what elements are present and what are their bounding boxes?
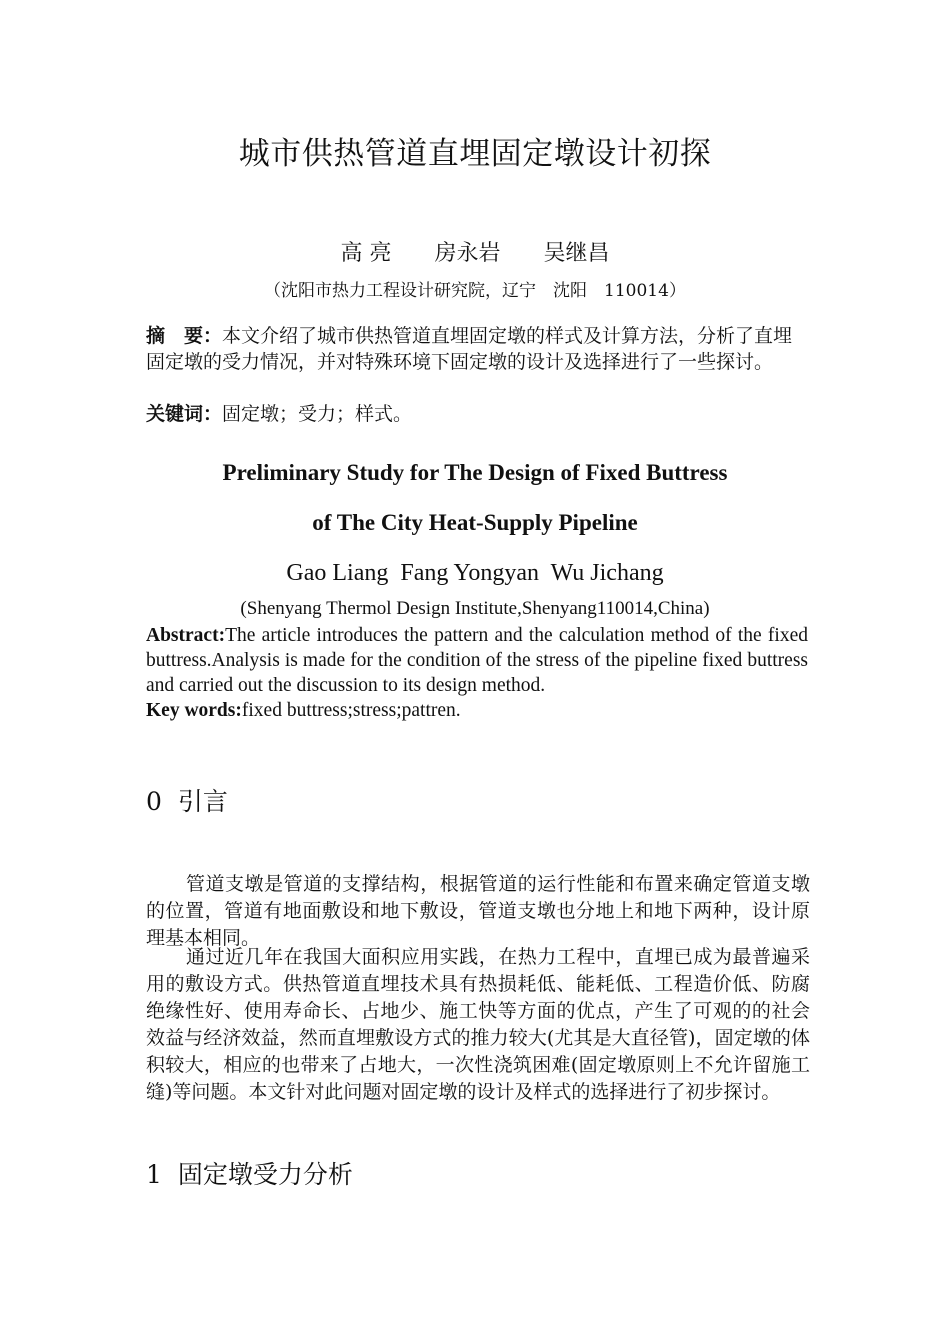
abstract-cn [146,323,810,375]
keywords-en-label: Key words: [146,700,242,721]
affiliation-en: (Shenyang Thermol Design Institute,Shenyang110014,China) [240,598,710,619]
abstract-en-text: The article introduces the pattern and the calculation method of the fixed buttress.Analysis is made for the condition of the stress of the pipeline fixed buttress and carried out the discussion to its design method. [146,625,808,696]
paragraph-1: 管道支墩是管道的支撑结构，根据管道的运行性能和布置来确定管道支墩的位置，管道有地面敷设和地下敷设，管道支墩也分地上和地下两种，设计原理基本相同。 [146,873,810,949]
author-3-cn: 吴继昌 [543,241,610,266]
section-1-heading [146,1155,353,1191]
paper-title-en-line1: Preliminary Study for The Design of Fixed Buttress [222,460,728,485]
paragraph-2: 通过近几年在我国大面积应用实践，在热力工程中，直埋已成为最普遍采用的敷设方式。供热管道直埋技术具有热损耗低、能耗低、工程造价低、防腐绝缘性好、使用寿命长、占地少、施工快等方面的优点，产生了可观的的社会效益与经济效益，然而直埋敷设方式的推力较大(尤其是大直径管)，固定墩的体积较大，相应的也带来了占地大，一次性浇筑困难(固定墩原则上不允许留施工缝)等问题。本文针对此问题对固定墩的设计及样式的选择进行了初步探讨。 [146,946,810,1103]
section-0-heading [146,782,228,818]
authors-en: Gao Liang Fang Yongyan Wu Jichang [286,560,664,586]
author-1-cn: 高 亮 [340,241,392,266]
section-1-title: 固定墩受力分析 [177,1160,353,1189]
keywords-cn [146,401,810,427]
author-2-cn: 房永岩 [434,241,501,266]
paper-title-cn: 城市供热管道直埋固定墩设计初探 [238,136,712,172]
abstract-cn-text: 本文介绍了城市供热管道直埋固定墩的样式及计算方法，分析了直埋固定墩的受力情况，并对特殊环境下固定墩的设计及选择进行了一些探讨。 [146,325,793,373]
section-0-number: 0 [146,787,162,816]
authors-cn [0,236,950,267]
abstract-en-label: Abstract: [146,625,226,646]
section-0-title: 引言 [177,787,228,816]
section-1-number: 1 [146,1160,162,1189]
paper-title-en-line2: of The City Heat-Supply Pipeline [312,510,638,535]
abstract-en [146,623,808,698]
keywords-en-text: fixed buttress;stress;pattren. [241,700,461,721]
abstract-cn-label: 摘 要： [146,325,223,347]
keywords-cn-label: 关键词： [146,403,223,425]
affiliation-cn: （沈阳市热力工程设计研究院，辽宁 沈阳 110014） [264,281,686,301]
keywords-cn-text: 固定墩；受力；样式。 [222,403,413,425]
keywords-en [146,698,808,723]
